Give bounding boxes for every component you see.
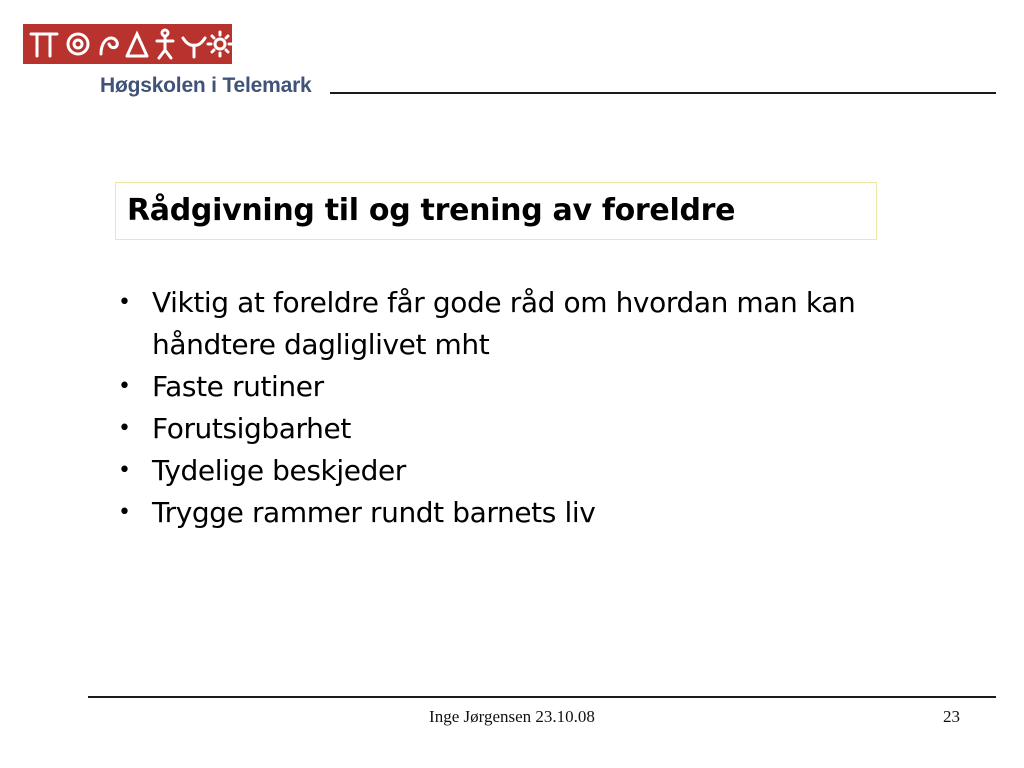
slide-title: Rådgivning til og trening av foreldre (127, 193, 736, 228)
bullet-marker: • (118, 500, 131, 525)
bullet-marker: • (118, 458, 131, 483)
bullet-text: Tydelige beskjeder (152, 454, 406, 487)
bullet-text: Viktig at foreldre får gode råd om hvordan man kan håndtere dagliglivet mht (152, 286, 856, 361)
petroglyph-logo-icon (23, 24, 232, 64)
footer-author-date: Inge Jørgensen 23.10.08 (429, 707, 595, 726)
bullet-marker: • (118, 290, 131, 315)
list-item (115, 366, 875, 408)
header-divider (330, 92, 996, 94)
bullet-marker: • (118, 374, 131, 399)
list-item (115, 492, 875, 534)
footer-divider (88, 696, 996, 698)
school-logo (23, 24, 232, 64)
bullet-list (115, 282, 875, 534)
bullet-text: Forutsigbarhet (152, 412, 351, 445)
list-item (115, 282, 875, 366)
slide-title-box (115, 182, 877, 240)
list-item (115, 408, 875, 450)
bullet-marker: • (118, 416, 131, 441)
bullet-text: Trygge rammer rundt barnets liv (152, 496, 596, 529)
page-number: 23 (943, 707, 960, 726)
school-name: Høgskolen i Telemark (100, 74, 312, 97)
bullet-text: Faste rutiner (152, 370, 324, 403)
list-item (115, 450, 875, 492)
